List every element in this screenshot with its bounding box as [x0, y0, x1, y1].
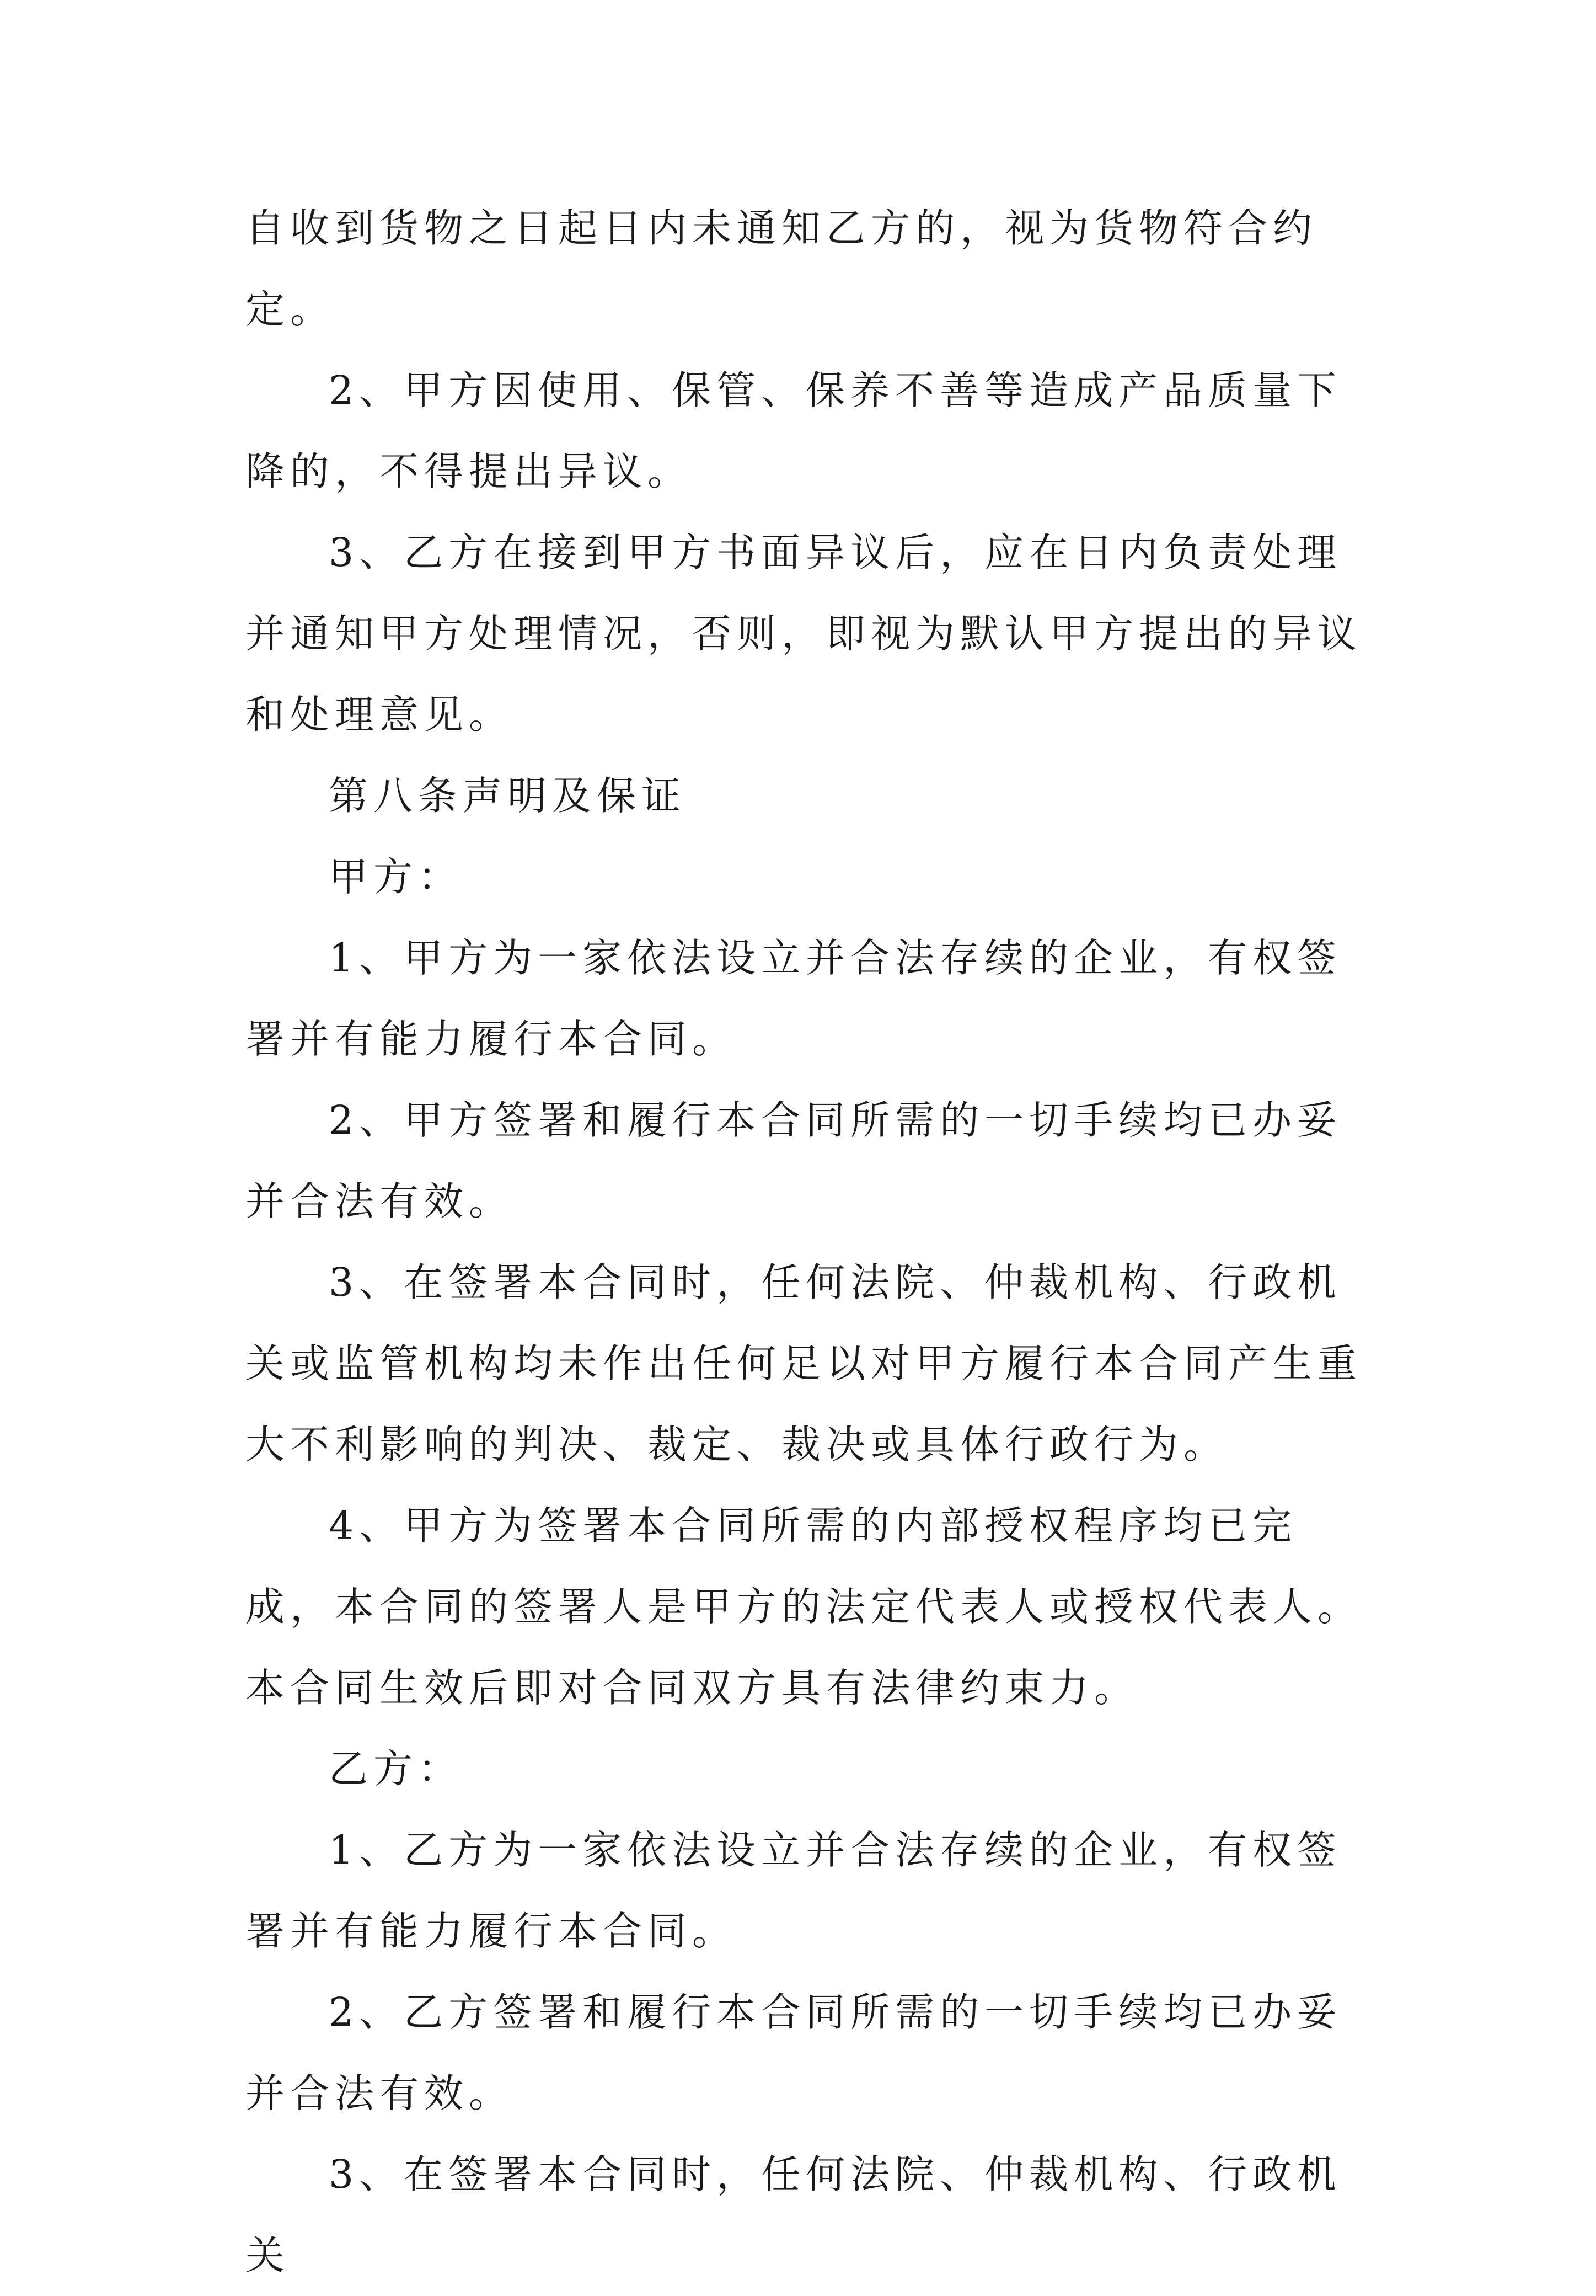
- paragraph-yi-1: 1、乙方为一家依法设立并合法存续的企业，有权签署并有能力履行本合同。: [245, 1827, 1342, 1954]
- document-body: [245, 188, 1365, 2296]
- party-heading-yi: 乙方：: [329, 1746, 463, 1792]
- party-heading-jia: 甲方：: [329, 854, 463, 900]
- section-heading-article-8: 第八条声明及保证: [329, 773, 687, 819]
- paragraph-item-jia-2: 2、甲方因使用、保管、保养不善等造成产品质量下降的，不得提出异议。: [245, 367, 1342, 494]
- paragraph-yi-2: 2、乙方签署和履行本合同所需的一切手续均已办妥并合法有效。: [245, 1989, 1342, 2116]
- paragraph-yi-3: 3、在签署本合同时，任何法院、仲裁机构、行政机关: [245, 2151, 1342, 2278]
- paragraph-jia-2: 2、甲方签署和履行本合同所需的一切手续均已办妥并合法有效。: [245, 1097, 1342, 1224]
- paragraph-jia-3: 3、在签署本合同时，任何法院、仲裁机构、行政机关或监管机构均未作出任何足以对甲方履行本合同产生重大不利影响的判决、裁定、裁决或具体行政行为。: [245, 1259, 1363, 1467]
- paragraph-item-yi-3: 3、乙方在接到甲方书面异议后，应在日内负责处理并通知甲方处理情况，否则，即视为默认甲方提出的异议和处理意见。: [245, 530, 1363, 738]
- paragraph-jia-4: 4、甲方为签署本合同所需的内部授权程序均已完成，本合同的签署人是甲方的法定代表人或授权代表人。本合同生效后即对合同双方具有法律约束力。: [245, 1503, 1363, 1711]
- paragraph-continuation: 自收到货物之日起日内未通知乙方的，视为货物符合约定。: [245, 205, 1318, 332]
- paragraph-jia-1: 1、甲方为一家依法设立并合法存续的企业，有权签署并有能力履行本合同。: [245, 935, 1342, 1062]
